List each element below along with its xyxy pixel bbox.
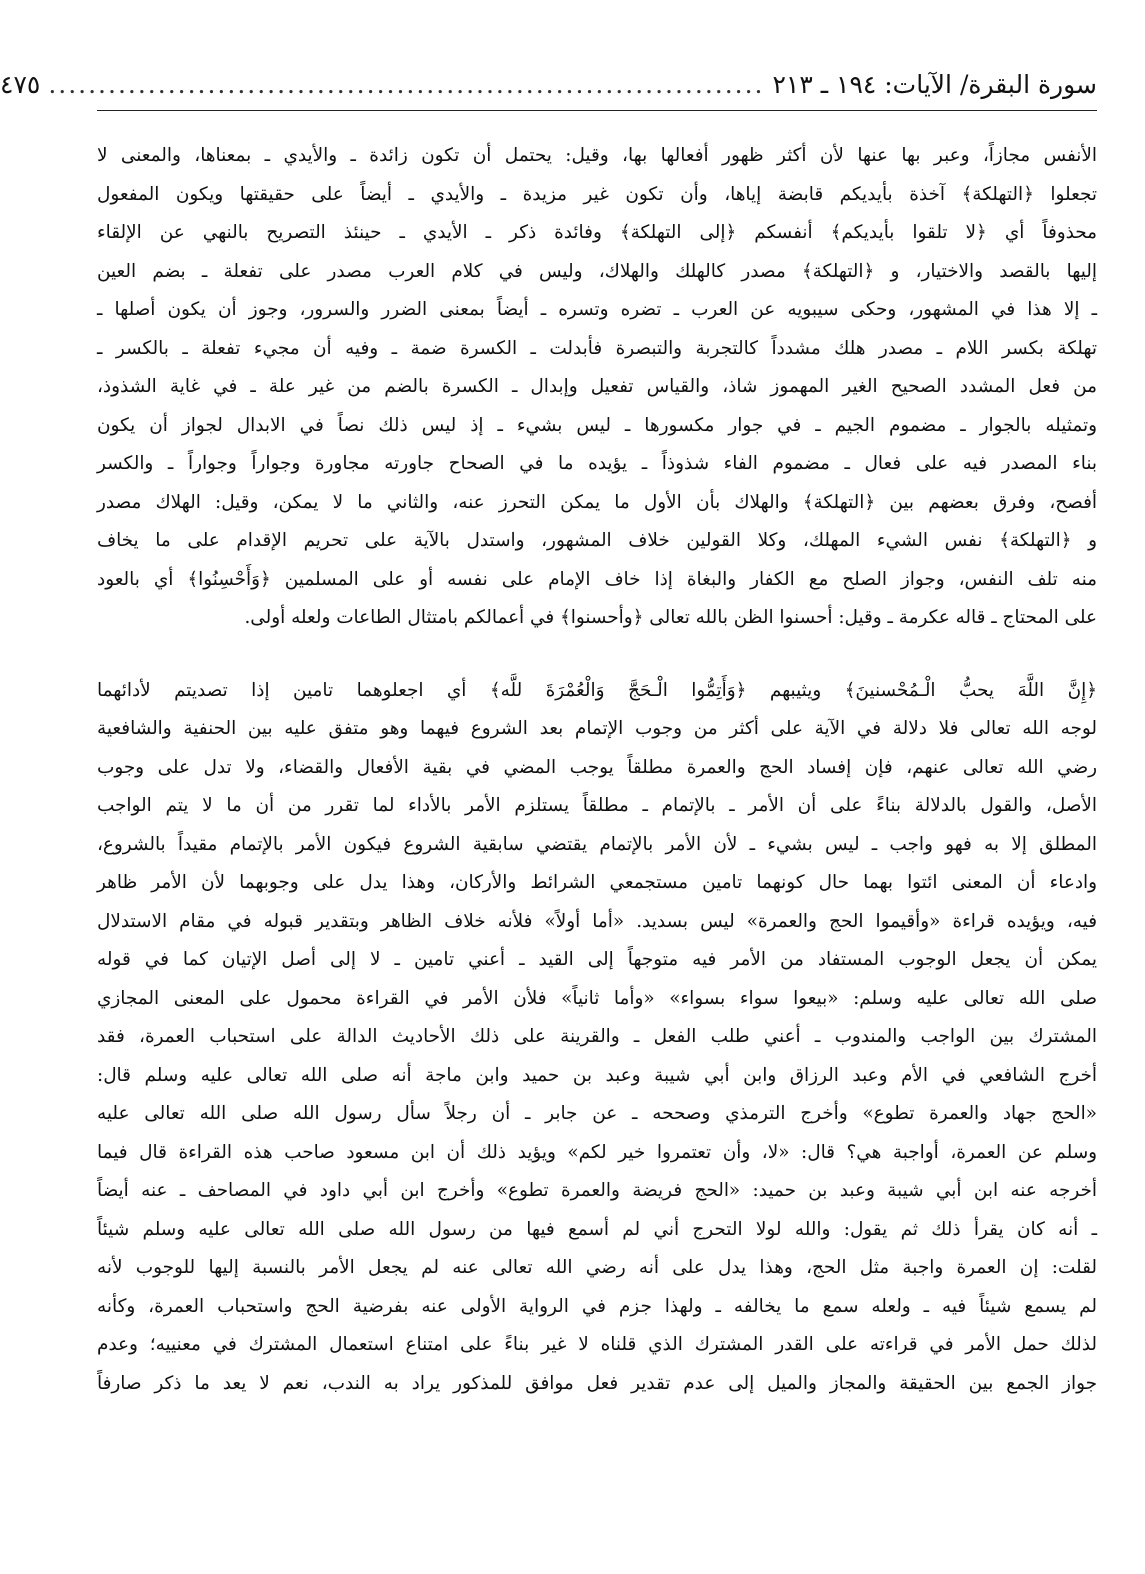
text-line: الأنفس مجازاً، وعبر بها عنها لأن أكثر ظهور أفعالها بها، وقيل: يحتمل أن تكون زائدة ـ والأيدي ـ بمعناها، والمعنى لا — [97, 145, 1097, 166]
text-line: محذوفاً أي ﴿لا تلقوا بأيديكم﴾ أنفسكم ﴿إلى التهلكة﴾ وفائدة ذكر ـ الأيدي ـ حينئذ التصريح بالنهي عن الإلقاء — [97, 222, 1097, 243]
text-line: يمكن أن يجعل الوجوب المستفاد من الأمر فيه متوجهاً إلى القيد ـ أعني تامين ـ لا إلى أصل الإتيان كما في قوله — [97, 949, 1097, 970]
tafsir-text — [97, 137, 1097, 1403]
text-line: إليها بالقصد والاختيار، و ﴿التهلكة﴾ مصدر كالهلك والهلاك، وليس في كلام العرب مصدر على تفعلة ـ بضم العين — [97, 260, 1097, 282]
running-header — [0, 70, 1097, 111]
text-line: وسلم عن العمرة، أواجبة هي؟ قال: «لا، وأن تعتمروا خير لكم» ويؤيد ذلك أن ابن مسعود صاحب هذه القراءة قال فيما — [97, 1141, 1097, 1163]
text-line: «الحج جهاد والعمرة تطوع» وأخرج الترمذي وصححه ـ عن جابر ـ أن رجلاً سأل رسول الله صلى الله تعالى عليه — [97, 1103, 1097, 1124]
text-line: فيه، ويؤيده قراءة «وأقيموا الحج والعمرة» ليس بسديد. «أما أولاً» فلأنه خلاف الظاهر وبتقدير قبوله في مقام الاستدلال — [97, 910, 1097, 932]
text-line: لم يسمع شيئاً فيه ـ ولعله سمع ما يخالفه ـ ولهذا جزم في الرواية الأولى عنه بفرضية الحج واستحباب العمرة، وكأنه — [97, 1295, 1097, 1317]
paragraph-1 — [97, 137, 1097, 638]
text-line: رضي الله تعالى عنهم، فإن إفساد الحج والعمرة مطلقاً يوجب المضي في بقية الأفعال والقضاء، ولا تدل على وجوب — [97, 756, 1097, 778]
text-line: تهلكة بكسر اللام ـ مصدر هلك مشدداً كالتجربة والتبصرة فأبدلت ـ الكسرة ضمة ـ وفيه أن مجيء تفعلة ـ بالكسر ـ — [97, 337, 1097, 359]
text-line: أفصح، وفرق بعضهم بين ﴿التهلكة﴾ والهلاك بأن الأول ما يمكن التحرز عنه، والثاني ما لا يمكن، وقيل: الهلاك مصدر — [97, 491, 1097, 513]
text-line: ـ أنه كان يقرأ ذلك ثم يقول: والله لولا التحرج أني لم أسمع فيها من رسول الله صلى الله تعالى عليه وسلم شيئاً — [97, 1218, 1097, 1240]
paragraph-gap — [97, 638, 1097, 672]
surah-title: سورة البقرة/ الآيات: ١٩٤ ـ ٢١٣ — [772, 70, 1097, 99]
text-line: المطلق إلا به فهو واجب ـ ليس بشيء ـ لأن الأمر بالإتمام يقتضي سابقية الشروع فيكون الأمر بالإتمام مقيداً بالشروع، — [97, 833, 1097, 855]
text-line: منه تلف النفس، وجواز الصلح مع الكفار والبغاة إذا خاف الإمام على نفسه أو على المسلمين ﴿وَأَحْسِنُوا﴾ أي بالعود — [97, 568, 1097, 590]
text-line: أخرجه عنه ابن أبي شيبة وعبد بن حميد: «الحج فريضة والعمرة تطوع» وأخرج ابن أبي داود في المصاحف ـ عنه أيضاً — [97, 1180, 1097, 1201]
text-line: صلى الله تعالى عليه وسلم: «بيعوا سواء بسواء» «وأما ثانياً» فلأن الأمر في القراءة محمول على المعنى المجازي — [97, 987, 1097, 1009]
text-line: تجعلوا ﴿التهلكة﴾ آخذة بأيديكم قابضة إياها، وأن تكون غير مزيدة ـ والأيدي ـ أيضاً على حقيقتها ويكون المفعول — [97, 183, 1097, 205]
text-line: وتمثيله بالجوار ـ مضموم الجيم ـ في جوار مكسورها ـ ليس بشيء ـ إذ ليس ذلك نصاً في الابدال لجواز أن يكون — [97, 414, 1097, 436]
text-line: الأصل، والقول بالدلالة بناءً على أن الأمر ـ بالإتمام ـ مطلقاً يستلزم الأمر بالأداء لما تقرر من أن ما لا يتم الواجب — [97, 795, 1097, 816]
page-number: ٤٧٥ — [0, 70, 41, 99]
text-line: من فعل المشدد الصحيح الغير المهموز شاذ، والقياس تفعيل وإبدال ـ الكسرة بالضم من غير علة ـ في غاية الشذوذ، — [97, 376, 1097, 397]
text-line: ـ إلا هذا في المشهور، وحكى سيبويه عن العرب ـ تضره وتسره ـ أيضاً بمعنى الضرر والسرور، وجوز أن يكون أصلها ـ — [97, 299, 1097, 320]
text-line: وادعاء أن المعنى ائتوا بهما حال كونهما تامين مستجمعي الشرائط والأركان، وهذا يدل على وجوبهما لأن الأمر ظاهر — [97, 872, 1097, 893]
text-line: ﴿إِنَّ اللَّهَ يحبُّ الْـمُحْسنينَ﴾ ويثيبهم ﴿وَأَتِمُّوا الْـحَجَّ وَالْعُمْرَةَ للَّه﴾ أي اجعلوهما تامين إذا تصديتم لأدائهما — [97, 679, 1097, 701]
text-line: جواز الجمع بين الحقيقة والمجاز والميل إلى عدم تقدير فعل موافق للمذكور يراد به الندب، نعم لا يعد ما ذكر صارفاً — [97, 1372, 1097, 1394]
text-line: و ﴿التهلكة﴾ نفس الشيء المهلك، وكلا القولين خلاف المشهور، واستدل بالآية على تحريم الإقدام على ما يخاف — [97, 530, 1097, 551]
text-line: لوجه الله تعالى فلا دلالة في الآية على أكثر من وجوب الإتمام بعد الشروع فيهما وهو متفق عليه بين الحنفية والشافعية — [97, 718, 1097, 739]
text-line: بناء المصدر فيه على فعال ـ مضموم الفاء شذوذاً ـ يؤيده ما في الصحاح جاورته مجاورة وجواراً وجواراً ـ والكسر — [97, 453, 1097, 474]
text-line: أخرج الشافعي في الأم وعبد الرزاق وابن أبي شيبة وعبد بن حميد وابن ماجة أنه صلى الله تعالى عليه وسلم قال: — [97, 1064, 1097, 1086]
text-line: المشترك بين الواجب والمندوب ـ أعني طلب الفعل ـ والقرينة على ذلك الأحاديث الدالة على استحباب العمرة، فقد — [97, 1026, 1097, 1047]
leader-dots: ........................................................................ — [48, 70, 765, 99]
text-line: لقلت: إن العمرة واجبة مثل الحج، وهذا يدل على أنه رضي الله تعالى عنه لم يجعل الأمر بالنسبة إليها للوجوب لأنه — [97, 1257, 1097, 1278]
text-line: لذلك حمل الأمر في قراءته على القدر المشترك الذي قلناه لا غير بناءً على امتناع استعمال المشترك في معنييه؛ وعدم — [97, 1334, 1097, 1355]
text-line: على المحتاج ـ قاله عكرمة ـ وقيل: أحسنوا الظن بالله تعالى ﴿وأحسنوا﴾ في أعمالكم بامتثال الطاعات ولعله أولى. — [244, 607, 1097, 628]
paragraph-2 — [97, 672, 1097, 1404]
